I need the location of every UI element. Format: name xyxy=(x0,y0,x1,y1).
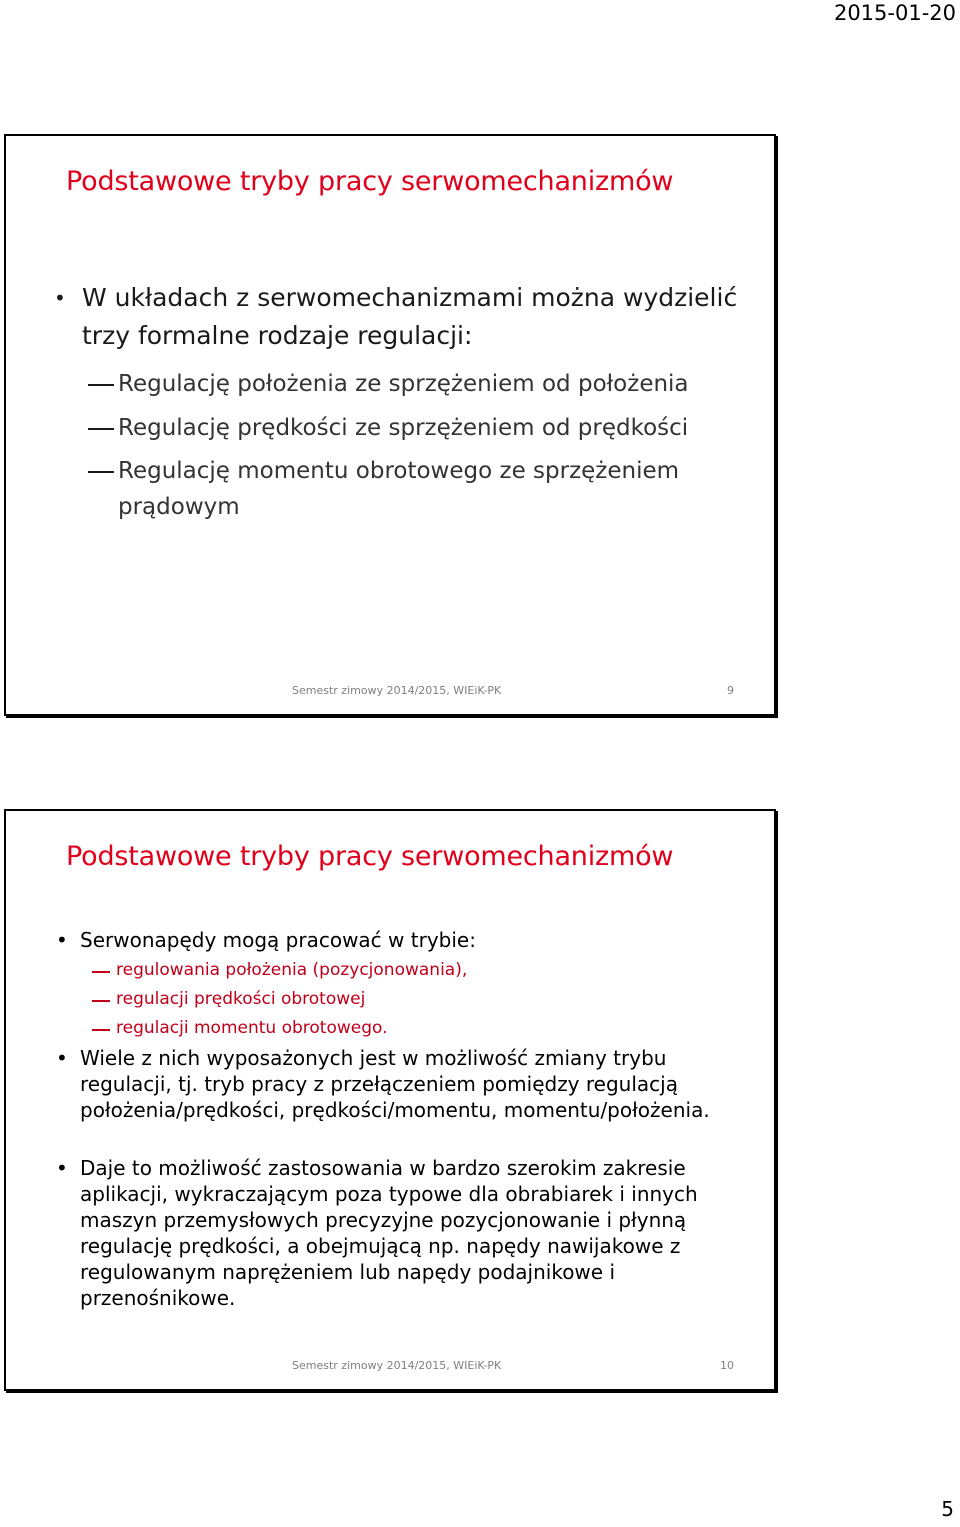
sub-item-text: Regulację prędkości ze sprzężeniem od prędkości xyxy=(118,415,689,441)
bullet-text: Serwonapędy mogą pracować w trybie: xyxy=(80,928,476,952)
sub-item-text: Regulację położenia ze sprzężeniem od położenia xyxy=(118,371,689,397)
slide-10 xyxy=(4,809,776,1391)
bullet-text: Wiele z nich wyposażonych jest w możliwość zmiany trybu regulacji, tj. tryb pracy z przełączeniem pomiędzy regulacją położenia/prędkości, prędkości/momentu, momentu/położenia. xyxy=(80,1046,710,1122)
dash-icon xyxy=(88,384,114,386)
bullet-item xyxy=(56,927,744,953)
sub-item xyxy=(92,1014,744,1043)
sub-item xyxy=(92,985,744,1014)
slide-number: 10 xyxy=(720,1359,734,1372)
dash-icon xyxy=(88,428,114,430)
slide-9 xyxy=(4,134,776,716)
bullet-text: Daje to możliwość zastosowania w bardzo szerokim zakresie aplikacji, wykraczającym poza typowe dla obrabiarek i innych maszyn przemysłowych precyzyjne pozycjonowanie i płynną regulację prędkości, a obejmującą np. napędy nawijakowe z regulowanym naprężeniem lub napędy podajnikowe i przenośnikowe. xyxy=(80,1156,698,1310)
dash-icon xyxy=(92,1029,110,1031)
dash-icon xyxy=(92,1000,110,1002)
slide-footer: Semestr zimowy 2014/2015, WIEiK-PK xyxy=(292,1359,502,1372)
sub-item xyxy=(88,366,744,402)
sub-item-text: regulacji momentu obrotowego. xyxy=(116,1018,388,1038)
dash-icon xyxy=(88,471,114,473)
bullet-text: W układach z serwomechanizmami można wydzielić trzy formalne rodzaje regulacji: xyxy=(82,283,738,350)
page-number: 5 xyxy=(941,1497,954,1521)
bullet-dot-icon: • xyxy=(56,1046,68,1070)
sub-item xyxy=(92,956,744,985)
bullet-item xyxy=(56,1045,744,1123)
slide-title: Podstawowe tryby pracy serwomechanizmów xyxy=(66,166,674,197)
bullet-item xyxy=(56,1155,744,1311)
bullet-dot-icon: • xyxy=(54,286,66,310)
bullet-item xyxy=(54,279,744,355)
slide-title: Podstawowe tryby pracy serwomechanizmów xyxy=(66,841,674,872)
sub-item-text: regulacji prędkości obrotowej xyxy=(116,989,366,1009)
bullet-dot-icon: • xyxy=(56,928,68,952)
sub-item-text: Regulację momentu obrotowego ze sprzężeniem prądowym xyxy=(118,458,680,520)
slide-number: 9 xyxy=(727,684,734,697)
document-date: 2015-01-20 xyxy=(833,1,956,25)
sub-item xyxy=(88,410,744,446)
dash-icon xyxy=(92,971,110,973)
sub-item xyxy=(88,453,714,525)
bullet-dot-icon: • xyxy=(56,1156,68,1180)
slide-footer: Semestr zimowy 2014/2015, WIEiK-PK xyxy=(292,684,502,697)
sub-item-text: regulowania położenia (pozycjonowania), xyxy=(116,960,468,980)
